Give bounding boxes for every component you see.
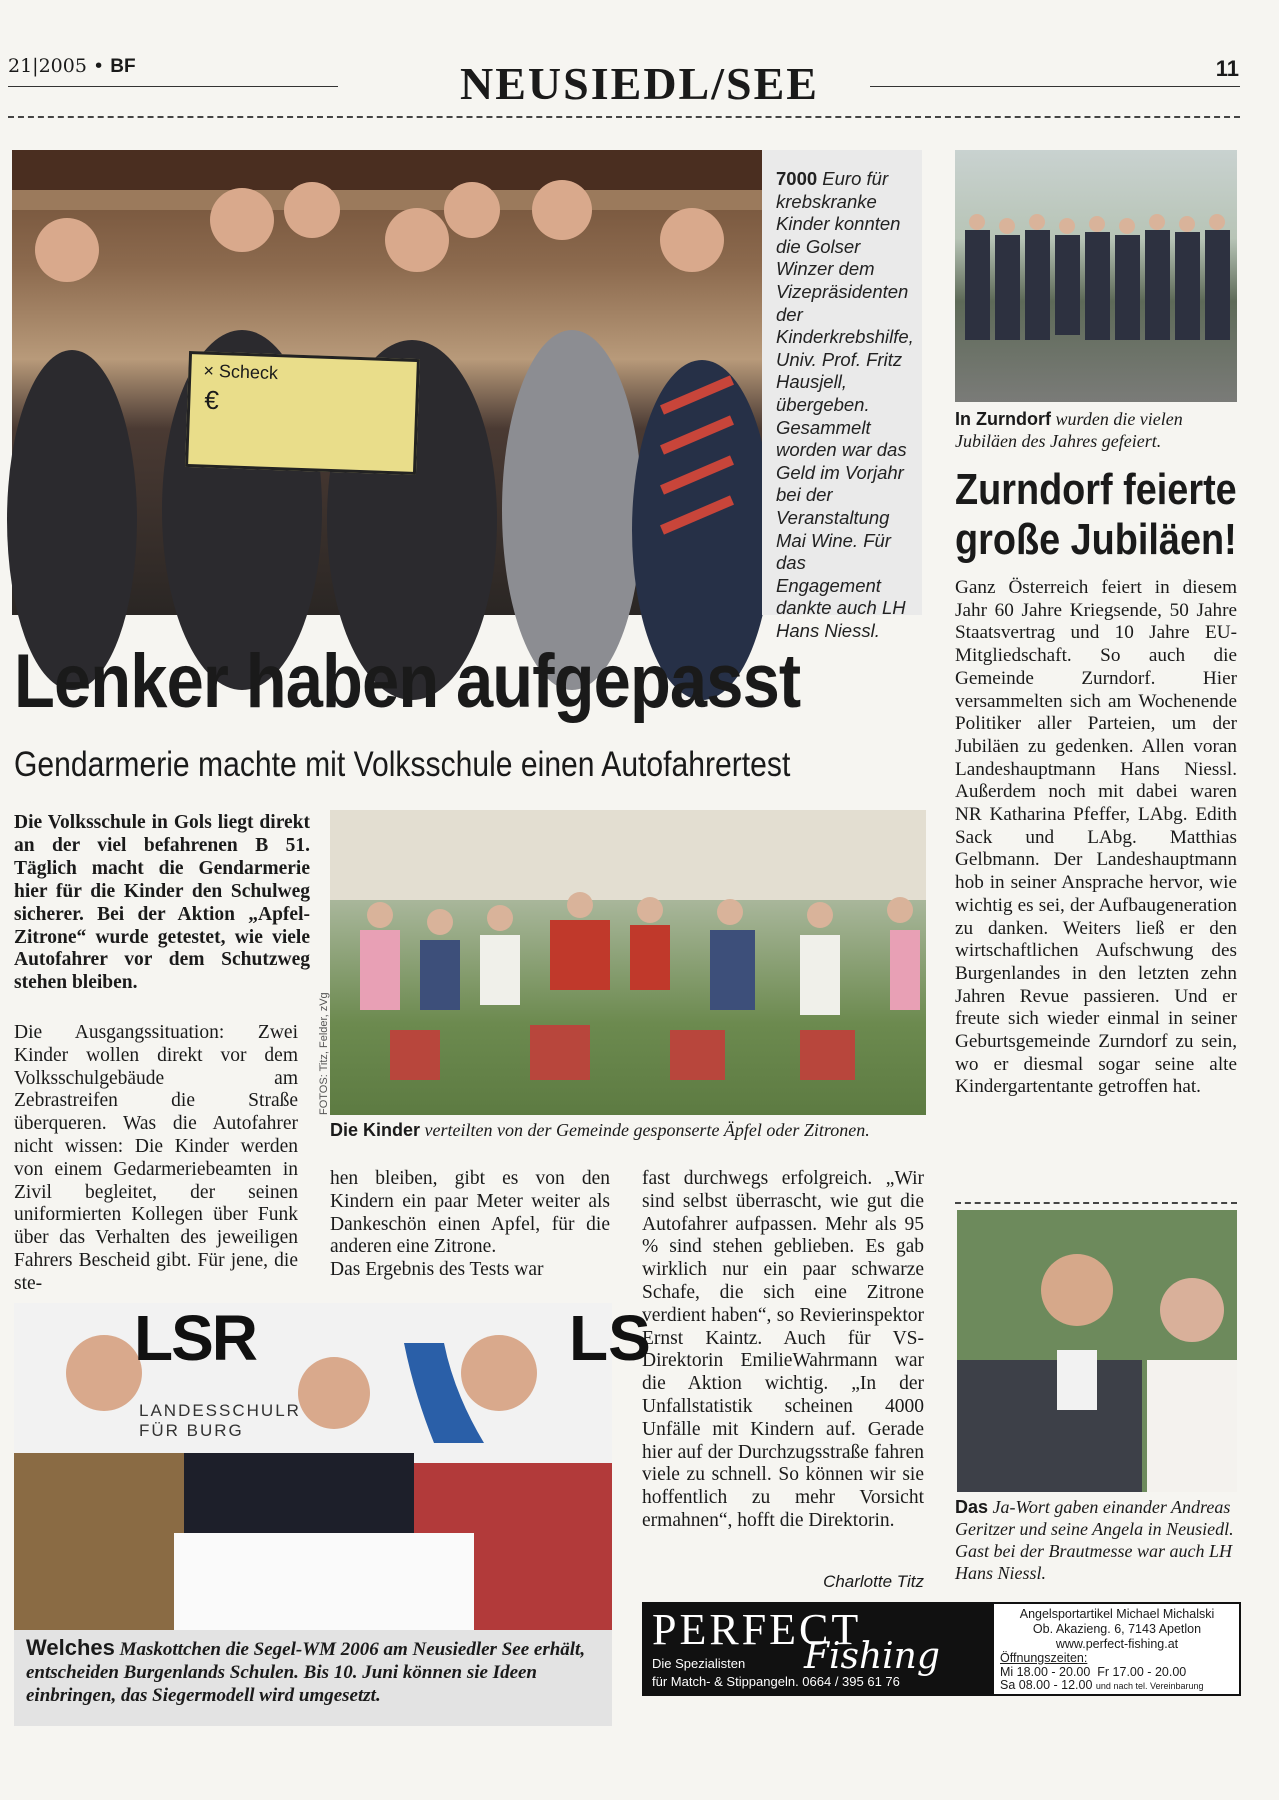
lsr-photo-caption: Welches Maskottchen die Segel-WM 2006 am Neusiedler See erhält, entscheiden Burgenlands Schulen. Bis 10. Juni können sie Ideen einbringen, das Siegermodell wird umgesetzt.	[14, 1630, 612, 1726]
wedding-photo-caption: Das Ja-Wort gaben einander Andreas Geritzer und seine Angela in Neusiedl. Gast bei der Brautmesse war auch LH Hans Niessl.	[955, 1497, 1234, 1583]
ad-shop-info: Angelsportartikel Michael Michalski Ob. Akazieng. 6, 7143 Apetlon www.perfect-fishing.at	[1000, 1607, 1234, 1652]
main-headline: Lenker haben aufgepasst	[14, 639, 801, 724]
ad-opening-hours: Öffnungszeiten: Mi 18.00 - 20.00 Fr 17.00 - 20.00 Sa 08.00 - 12.00 und nach tel. Vereinbarung	[1000, 1651, 1204, 1692]
zurndorf-headline: Zurndorf feierte große Jubiläen!	[955, 465, 1237, 564]
page-number: 11	[1215, 56, 1239, 81]
caption-text: Euro für krebskranke Kinder konnten die Golser Winzer dem Vizepräsidenten der Kinderkrebshilfe, Univ. Prof. Fritz Hausjell, übergeben. Gesammelt worden war das Geld im Vorjahr bei der Veranstaltung Mai Wine. Für das Engagement dankte auch LH Hans Niessl.	[776, 168, 914, 641]
cheque	[185, 351, 420, 475]
lsr-banner-line2: FÜR BURG	[139, 1421, 244, 1440]
lsr-banner-logo: LSR	[134, 1302, 256, 1374]
perfect-fishing-ad[interactable]	[642, 1602, 1241, 1696]
lsr-photo-illustration	[14, 1303, 612, 1630]
ad-brand-panel	[644, 1604, 994, 1694]
ad-brand-script: Fishing	[804, 1636, 940, 1677]
kids-photo-caption: Die Kinder verteilten von der Gemeinde gesponserte Äpfel oder Zitronen.	[330, 1120, 870, 1140]
ad-phone: für Match- & Stippangeln. 0664 / 395 61 76	[652, 1674, 900, 1689]
zurndorf-photo-caption: In Zurndorf wurden die vielen Jubiläen des Jahres gefeiert.	[955, 409, 1183, 451]
cheque-handover-photo	[12, 150, 762, 615]
main-subheadline: Gendarmerie machte mit Volksschule einen Autofahrertest	[14, 745, 791, 784]
photo-credit: FOTOS: Titz, Felder, zVg	[318, 992, 330, 1115]
header-dashed-rule	[8, 116, 1240, 118]
school-children-photo	[330, 810, 926, 1115]
zurndorf-group-photo	[955, 150, 1237, 402]
article-column-1: Die Ausgangssituation: Zwei Kinder wollen direkt vor dem Volksschulgebäude am Zebrastreifen die Straße überqueren. Was die Autofahrer nicht wissen: Die Kinder werden von einem Gedarmeriebeamten in Zivil begleitet, der seinen uniformierten Kollegen über Funk über das Verhalten des jeweiligen Fahrers Bescheid gibt. Für jene, die ste-	[14, 1022, 298, 1294]
cheque-label: Scheck	[218, 361, 279, 384]
article-author: Charlotte Titz	[823, 1572, 924, 1591]
ad-tagline: Die Spezialisten	[652, 1656, 746, 1671]
section-title: NEUSIEDL/SEE	[460, 58, 819, 109]
lsr-mascot-photo	[14, 1302, 651, 1630]
wedding-photo	[957, 1210, 1237, 1492]
ad-brand-name: PERFECT	[652, 1605, 862, 1654]
cheque-photo-caption	[762, 150, 922, 641]
group-illustration	[955, 150, 1237, 402]
cheque-x-mark: ×	[203, 360, 215, 381]
right-column-dashed-rule	[955, 1202, 1237, 1204]
ad-website-link[interactable]: www.perfect-fishing.at	[1055, 1637, 1179, 1651]
header-rule-right	[870, 86, 1240, 87]
article-lead: Die Volksschule in Gols liegt direkt an der viel befahrenen B 51. Täglich macht die Gendarmerie hier für die Kinder den Schulweg sicherer. Bei der Aktion „Apfel-Zitrone“ wurde getestet, wie viele Autofahrer vor dem Schutzweg stehen bleiben.	[14, 812, 310, 994]
children-group-illustration	[330, 810, 926, 1115]
caption-lead-number: 7000	[776, 168, 818, 189]
lsr-banner-line1: LANDESSCHULR	[139, 1401, 301, 1420]
zurndorf-body: Ganz Österreich feiert in diesem Jahr 60 Jahre Kriegsende, 50 Jahre Staatsvertrag und 10 Jahre EU-Mitgliedschaft. So auch die Gemeinde Zurndorf. Hier versammelten sich am Wochenende Politiker aller Parteien, um der Jubiläen zu gedenken. Allen voran Landeshauptmann Hans Niessl. Außerdem noch mit dabei waren NR Katharina Pfeffer, LAbg. Edith Sack und LAbg. Matthias Gelbmann. Der Landeshauptmann hob in seiner Ansprache hervor, wie wichtig es sei, der Aufbaugeneration zu danken. Weiters ließ er den wirtschaftlichen Aufschwung des Burgenlandes in den letzten zehn Jahren Revue passieren. Und er freute sich wieder einmal in seiner Geburtsgemeinde Zurndorf zu sein, wo er diesmal sogar seine alte Kindergartentante getroffen hat.	[955, 577, 1237, 1098]
couple-illustration	[957, 1210, 1237, 1492]
paper-logo: BF	[110, 56, 136, 77]
issue-number: 21|2005 • BF	[8, 55, 136, 77]
article-column-2: hen bleiben, gibt es von den Kindern ein paar Meter weiter als Dankeschön einen Apfel, für die anderen eine Zitrone. Das Ergebnis des Tests war	[330, 1168, 610, 1281]
cheque-currency: €	[203, 384, 220, 416]
lsr-banner-right: LS	[569, 1302, 651, 1374]
article-column-3: fast durchwegs erfolgreich. „Wir sind selbst überrascht, wie gut die Autofahrer aufpassen. Mehr als 95 % sind stehen geblieben. Es gab wirklich nur ein paar schwarze Schafe, die sich eine Zitrone verdient haben“, so Revierinspektor Ernst Kaintz. Auch für VS-Direktorin EmilieWahrmann war die Aktion wichtig. „In der Unfallstatistik scheinen 4000 Unfälle mit Kindern auf. Gerade hier auf der Durchzugsstraße fahren viele zu schnell. So können wir sie hoffentlich zu mehr Vorsicht ermahnen“, hofft die Direktorin.	[642, 1168, 924, 1531]
